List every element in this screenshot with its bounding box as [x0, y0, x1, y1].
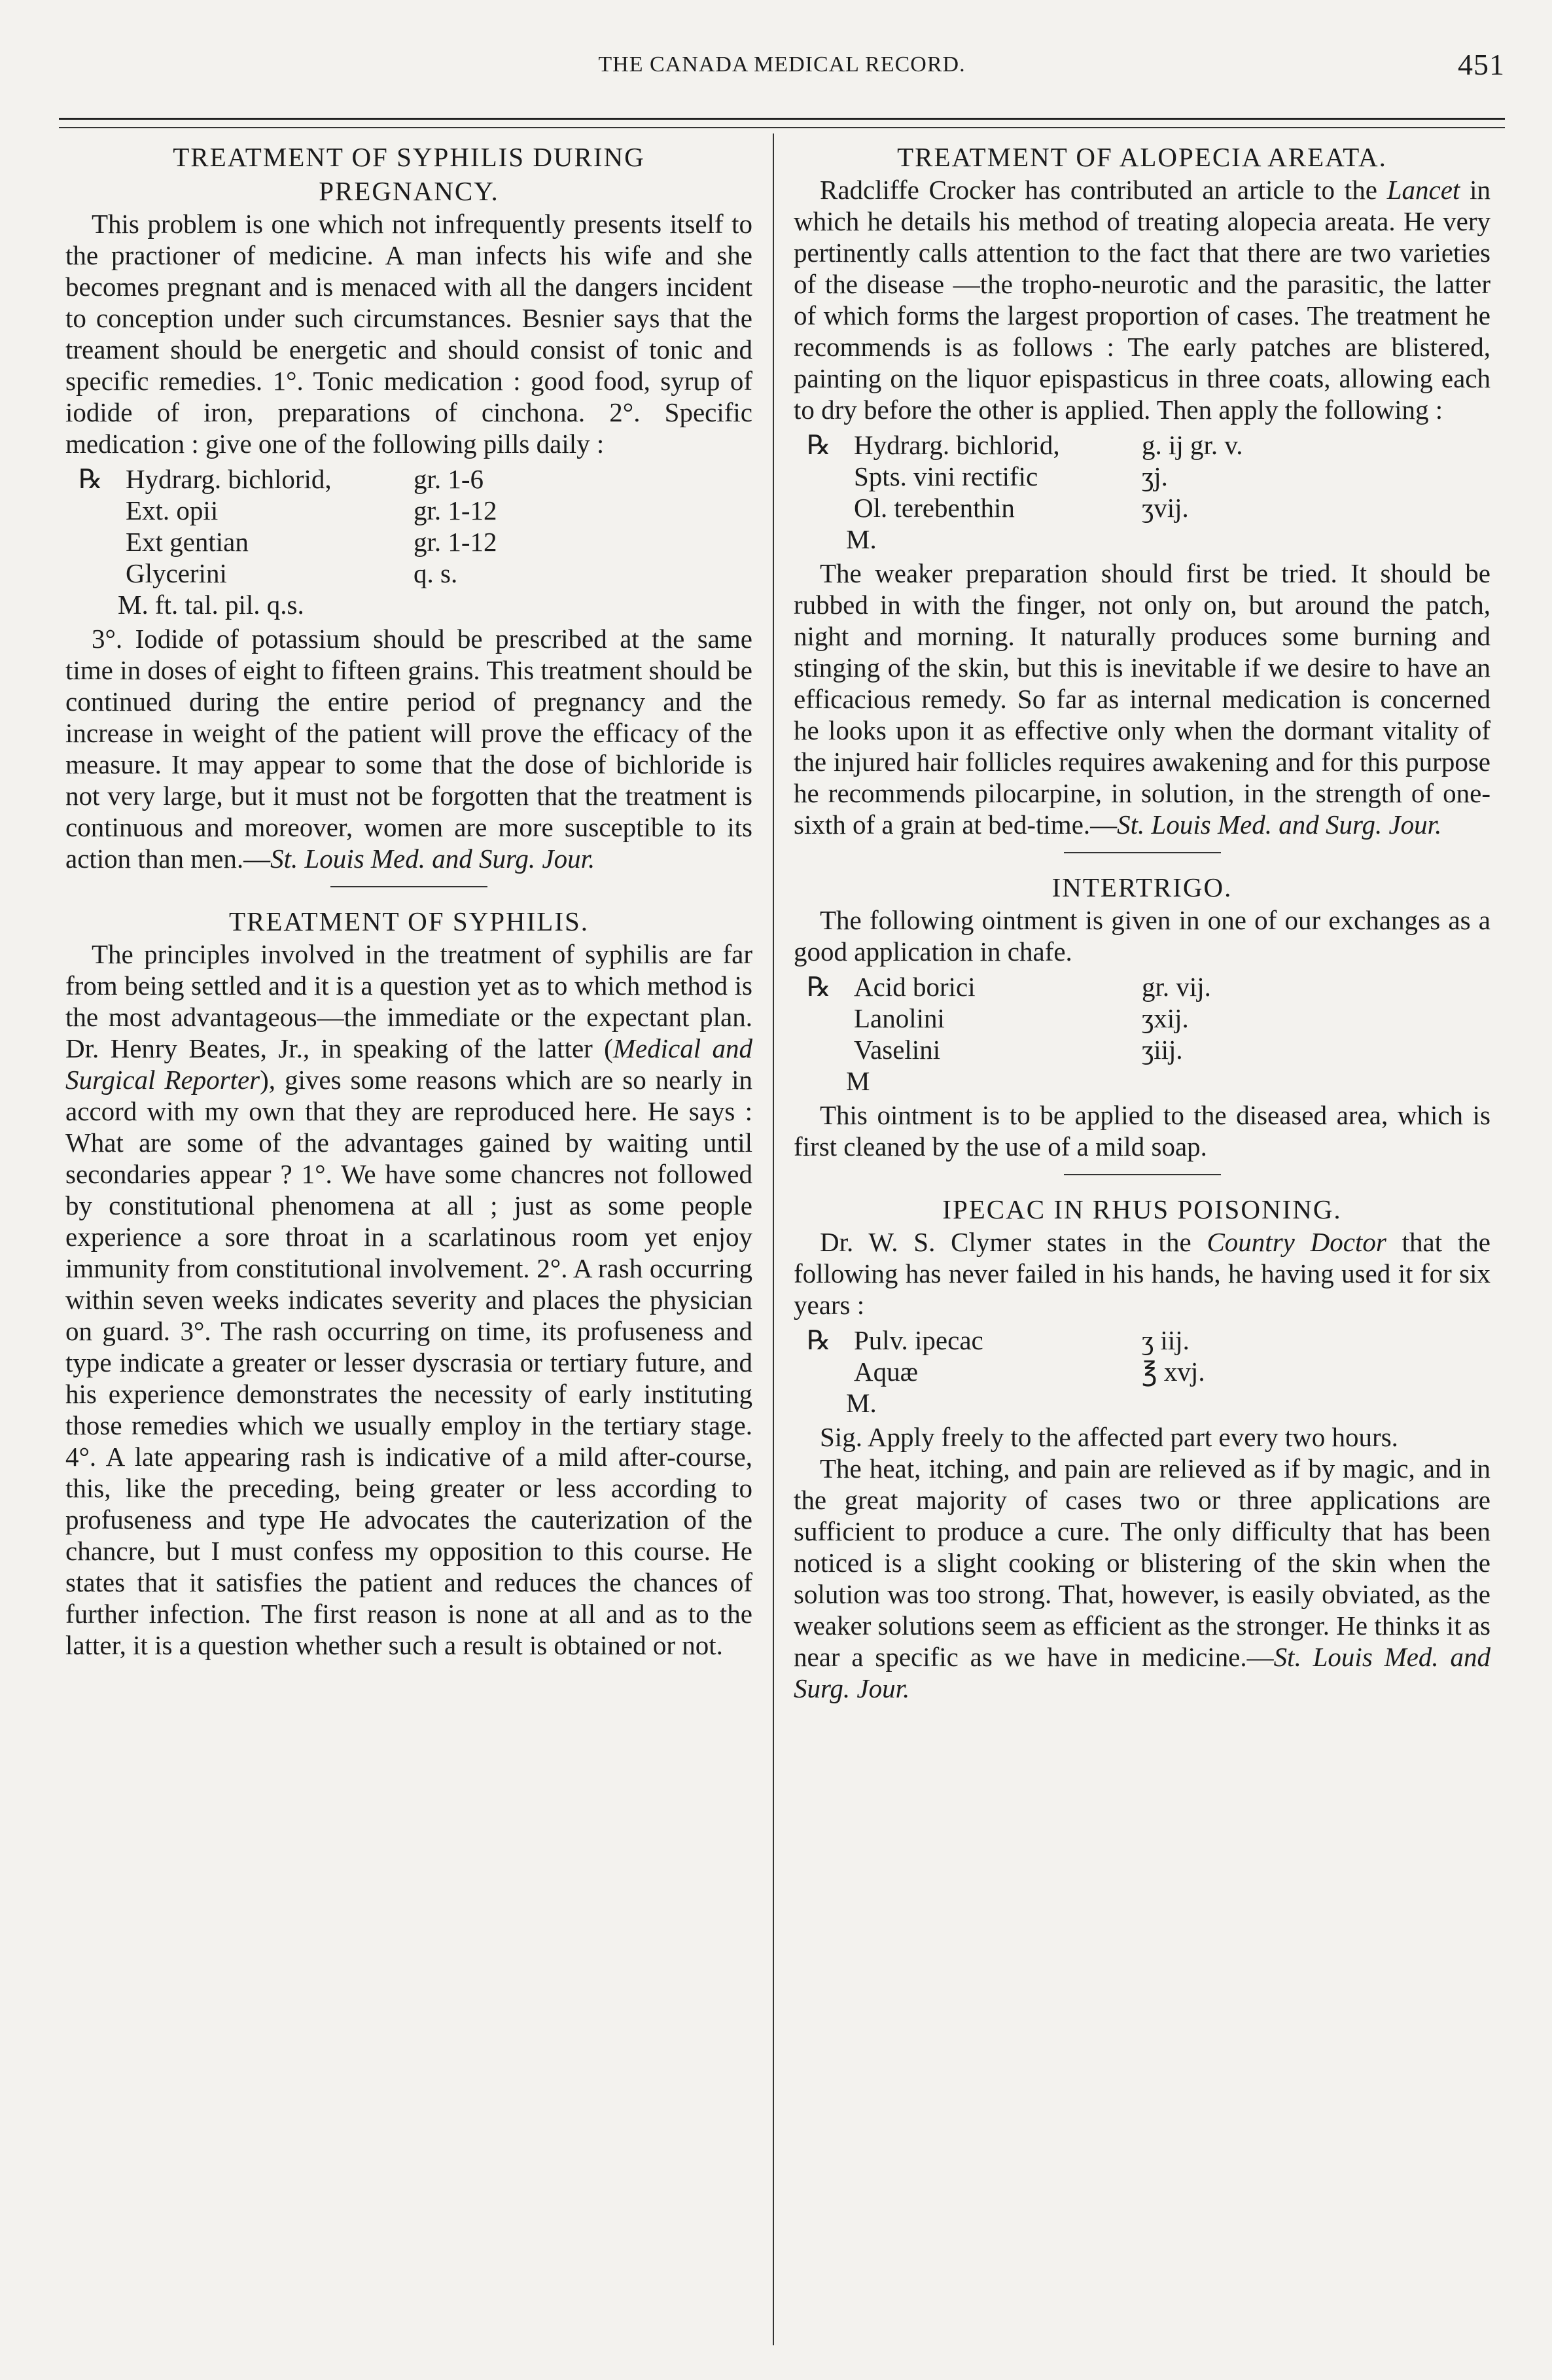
prescription-row — [65, 558, 752, 589]
paragraph-text: Radcliffe Crocker has contributed an article to the — [820, 175, 1387, 205]
article-title: TREATMENT OF SYPHILIS. — [228, 906, 590, 936]
prescription-misce: M. ft. tal. pil. q.s. — [118, 590, 304, 620]
prescription-row — [65, 495, 752, 526]
drug-name: Hydrarg. bichlorid, — [126, 464, 332, 494]
paragraph-text: ), gives some reasons which are so nearly in accord with my own that they are reproduced here. He says : What are some of the advantages gained by waiting until secondaries appear ? 1°. We have some chancres not followed by constitutional phenomena at all ; just as some people experience a sore throat in a scarlatinous room yet enjoy immunity from constitutional involvement. 2°. A rash occurring within seven weeks indicates severity and places the physician on guard. 3°. The rash occurring on time, its profuseness and type indicate a greater or lesser dyscrasia or tertiary future, and his experience demonstrates the necessity of early instituting those remedies which we usually employ in the tertiary stage. 4°. A late appearing rash is indicative of a mild after-course, this, like the preceding, being greater or less according to profuseness and type He advocates the cauterization of the chancre, but I must confess my opposition to this course. He states that it satisfies the patient and reduces the chances of further infection. The first reason is none at all and as to the latter, it is a question whether such a result is obtained or not. — [65, 1065, 752, 1660]
drug-dose: q. s. — [414, 558, 458, 588]
drug-dose: g. ij gr. v. — [1142, 430, 1243, 460]
drug-name: Spts. vini rectific — [854, 461, 1038, 491]
prescription-row — [794, 461, 1490, 492]
paragraph: This ointment is to be applied to the diseased area, which is first cleaned by the use of a mild soap. — [794, 1100, 1490, 1162]
drug-dose: ʒvij. — [1142, 493, 1189, 523]
citation: St. Louis Med. and Surg. Jour. — [794, 1642, 1490, 1703]
drug-dose: ʒxij. — [1142, 1003, 1189, 1033]
prescription-row — [794, 492, 1490, 524]
drug-name: Ext gentian — [126, 527, 249, 557]
section-divider — [1064, 852, 1221, 853]
paragraph: Sig. Apply freely to the affected part every two hours. — [820, 1422, 1398, 1452]
recipe-symbol — [65, 558, 126, 589]
page-number: 451 — [1458, 48, 1505, 81]
header-rule-secondary — [59, 127, 1505, 128]
paragraph-text: 3°. Iodide of potassium should be prescribed at the same time in doses of eight to fifteen grains. This treatment should be continued during the entire period of pregnancy and the increase in weight of the patient will prove the efficacy of the measure. It may appear to some that the dose of bichloride is not very large, but it must not be forgotten that the treatment is continuous and moreover, women are more susceptible to its action than men.— — [65, 624, 752, 874]
drug-name: Lanolini — [854, 1003, 945, 1033]
section-divider — [330, 886, 487, 887]
column-divider — [773, 133, 774, 2345]
article-syphilis-pregnancy — [65, 140, 752, 874]
drug-name: Acid borici — [854, 972, 976, 1002]
recipe-symbol — [794, 461, 854, 492]
prescription — [794, 971, 1490, 1097]
prescription — [794, 429, 1490, 555]
paragraph — [794, 558, 1490, 840]
citation: St. Louis Med. and Surg. Jour. — [1117, 809, 1442, 840]
paragraph-text: in which he details his method of treating alopecia areata. He very pertinently calls attention to the fact that there are two varieties of the disease —the tropho-neurotic and the parasitic, the latter of which forms the largest proportion of cases. The treatment he recommends is as follows : The early patches are blistered, painting on the liquor epispasticus in three coats, allowing each to dry before the other is applied. Then apply the following : — [794, 175, 1490, 425]
prescription-row — [794, 971, 1490, 1003]
citation: St. Louis Med. and Surg. Jour. — [270, 844, 595, 874]
drug-dose: ʒiij. — [1142, 1035, 1183, 1065]
article-ipecac — [794, 1192, 1490, 1704]
section-divider — [1064, 1174, 1221, 1175]
article-treatment-syphilis — [65, 904, 752, 1661]
paragraph-text: The principles involved in the treatment of syphilis are far from being settled and it is a question yet as to which method is the most advantageous—the immediate or the expectant plan. Dr. Henry Beates, Jr., in speaking of the latter ( — [65, 939, 752, 1063]
page-header — [59, 44, 1505, 97]
drug-name: Ext. opii — [126, 495, 219, 525]
recipe-symbol: ℞ — [807, 972, 831, 1002]
article-title: TREATMENT OF ALOPECIA AREATA. — [897, 142, 1387, 172]
paragraph — [65, 938, 752, 1661]
drug-dose: ʒj. — [1142, 461, 1168, 491]
recipe-symbol — [794, 1034, 854, 1065]
recipe-symbol — [65, 526, 126, 558]
drug-dose: ʒ iij. — [1142, 1325, 1190, 1355]
drug-name: Hydrarg. bichlorid, — [854, 430, 1060, 460]
article-title — [65, 140, 752, 208]
left-column — [65, 140, 752, 1661]
title-line-1: TREATMENT OF SYPHILIS DURING — [173, 142, 645, 172]
right-column — [794, 140, 1490, 1704]
prescription-misce: M. — [846, 524, 877, 554]
drug-name: Ol. terebenthin — [854, 493, 1015, 523]
prescription-row — [794, 429, 1490, 461]
recipe-symbol: ℞ — [807, 1325, 831, 1355]
title-line-2: PREGNANCY. — [319, 176, 499, 206]
prescription — [65, 463, 752, 620]
drug-dose: gr. 1-12 — [414, 527, 497, 557]
paragraph-text: The weaker preparation should first be tried. It should be rubbed in with the finger, not only on, but around the patch, night and morning. It naturally produces some burning and stinging of the skin, but this is inevitable if we desire to have an efficacious remedy. So far as internal medication is concerned he looks upon it as effective only when the dormant vitality of the injured hair follicles requires awakening and for this purpose he recommends pilocarpine, in solution, in the strength of one-sixth of a grain at bed-time.— — [794, 558, 1490, 840]
journal-name: Medical and Surgical Reporter — [65, 1033, 752, 1095]
paragraph — [794, 1226, 1490, 1321]
recipe-symbol: ℞ — [807, 430, 831, 460]
prescription-row — [794, 1324, 1490, 1356]
prescription-row — [65, 526, 752, 558]
recipe-symbol — [65, 495, 126, 526]
article-intertrigo — [794, 870, 1490, 1162]
recipe-symbol — [794, 1356, 854, 1387]
paragraph-text: Dr. W. S. Clymer states in the — [820, 1227, 1207, 1257]
drug-name: Pulv. ipecac — [854, 1325, 983, 1355]
recipe-symbol — [794, 1003, 854, 1034]
header-rule — [59, 118, 1505, 120]
drug-name: Vaselini — [854, 1035, 941, 1065]
article-alopecia — [794, 140, 1490, 840]
drug-name: Glycerini — [126, 558, 227, 588]
prescription-row — [794, 1356, 1490, 1387]
prescription-misce: M. — [846, 1388, 877, 1418]
paragraph — [65, 623, 752, 874]
drug-dose: ℥ xvj. — [1142, 1357, 1205, 1387]
running-title: THE CANADA MEDICAL RECORD. — [598, 52, 966, 77]
paragraph: This problem is one which not infrequently presents itself to the practioner of medicine. A man infects his wife and she becomes pregnant and is menaced with all the dangers incident to conception under such circumstances. Besnier says that the treament should be energetic and should consist of tonic and specific remedies. 1°. Tonic medication : good food, syrup of iodide of iron, preparations of cinchona. 2°. Specific medication : give one of the following pills daily : — [65, 209, 752, 459]
prescription-row — [794, 1034, 1490, 1065]
prescription — [794, 1324, 1490, 1419]
article-title: IPECAC IN RHUS POISONING. — [942, 1194, 1342, 1224]
paragraph — [794, 1453, 1490, 1704]
paragraph: The following ointment is given in one of our exchanges as a good application in chafe. — [794, 905, 1490, 967]
paragraph-text: The heat, itching, and pain are relieved as if by magic, and in the great majority of cases two or three applications are sufficient to produce a cure. The only difficulty that has been noticed is a slight cooking or blistering of the skin when the solution was too strong. That, however, is easily obviated, as the weaker solutions seem as efficient as the stronger. He thinks it as near a specific as we have in medicine.— — [794, 1453, 1490, 1672]
paragraph — [794, 174, 1490, 425]
drug-name: Aquæ — [854, 1357, 918, 1387]
recipe-symbol: ℞ — [79, 464, 103, 494]
paragraph-text: that the following has never failed in his hands, he having used it for six years : — [794, 1227, 1490, 1320]
article-title: INTERTRIGO. — [1051, 872, 1233, 902]
journal-name: Country Doctor — [1207, 1227, 1386, 1257]
prescription-row — [65, 463, 752, 495]
journal-name: Lancet — [1386, 175, 1460, 205]
prescription-row — [794, 1003, 1490, 1034]
drug-dose: gr. vij. — [1142, 972, 1211, 1002]
recipe-symbol — [794, 492, 854, 524]
drug-dose: gr. 1-6 — [414, 464, 484, 494]
drug-dose: gr. 1-12 — [414, 495, 497, 525]
prescription-misce: M — [846, 1066, 870, 1096]
